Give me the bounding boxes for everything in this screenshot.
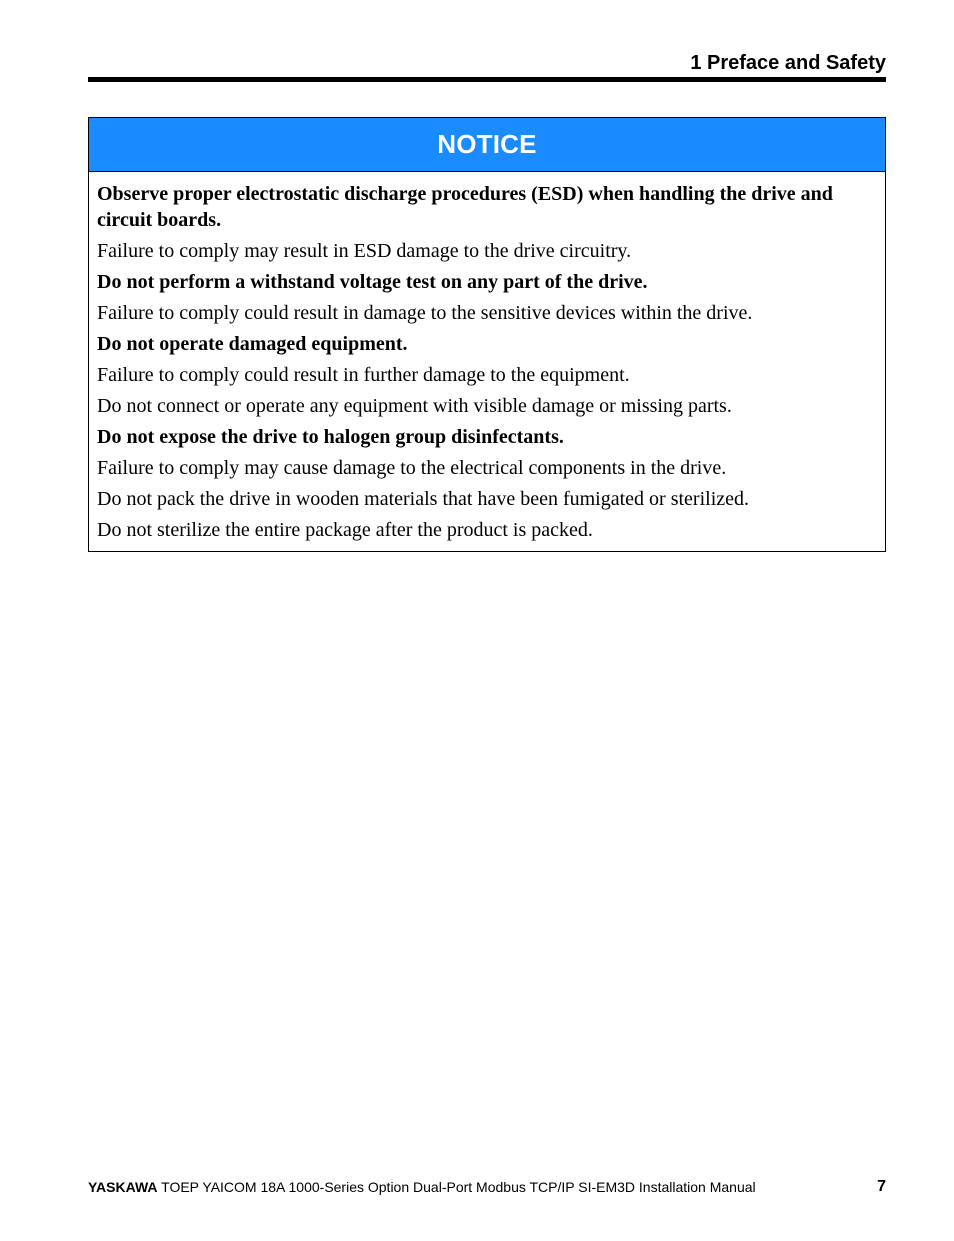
page-number: 7	[877, 1178, 886, 1195]
notice-line-voltage-test-consequence: Failure to comply could result in damage to the sensitive devices within the drive.	[97, 302, 753, 324]
notice-box	[88, 117, 886, 552]
notice-line-fumigated-packing: Do not pack the drive in wooden materials that have been fumigated or sterilized.	[97, 488, 750, 510]
notice-line-damaged-equipment-warning: Do not operate damaged equipment.	[97, 333, 408, 355]
notice-line-halogen-warning: Do not expose the drive to halogen group disinfectants.	[97, 426, 564, 448]
notice-banner	[89, 118, 885, 172]
notice-line-damaged-equipment-consequence: Failure to comply could result in further damage to the equipment.	[97, 364, 630, 386]
notice-line-halogen-consequence: Failure to comply may cause damage to the electrical components in the drive.	[97, 457, 727, 479]
notice-body	[89, 172, 885, 543]
notice-line-esd-consequence: Failure to comply may result in ESD damage to the drive circuitry.	[97, 240, 632, 262]
footer-brand: YASKAWA	[88, 1179, 158, 1195]
notice-line-esd-warning: Observe proper electrostatic discharge procedures (ESD) when handling the drive and circuit boards.	[97, 183, 833, 231]
notice-line-sterilize-package: Do not sterilize the entire package after the product is packed.	[97, 519, 593, 541]
notice-title: NOTICE	[437, 129, 537, 159]
page-footer	[88, 1177, 886, 1197]
section-header: 1 Preface and Safety	[690, 52, 886, 74]
notice-line-damaged-equipment-instruction: Do not connect or operate any equipment with visible damage or missing parts.	[97, 395, 732, 417]
header-rule	[88, 77, 886, 82]
notice-line-voltage-test-warning: Do not perform a withstand voltage test on any part of the drive.	[97, 271, 648, 293]
footer-manual-title: TOEP YAICOM 18A 1000-Series Option Dual-Port Modbus TCP/IP SI-EM3D Installation Manual	[157, 1179, 756, 1195]
